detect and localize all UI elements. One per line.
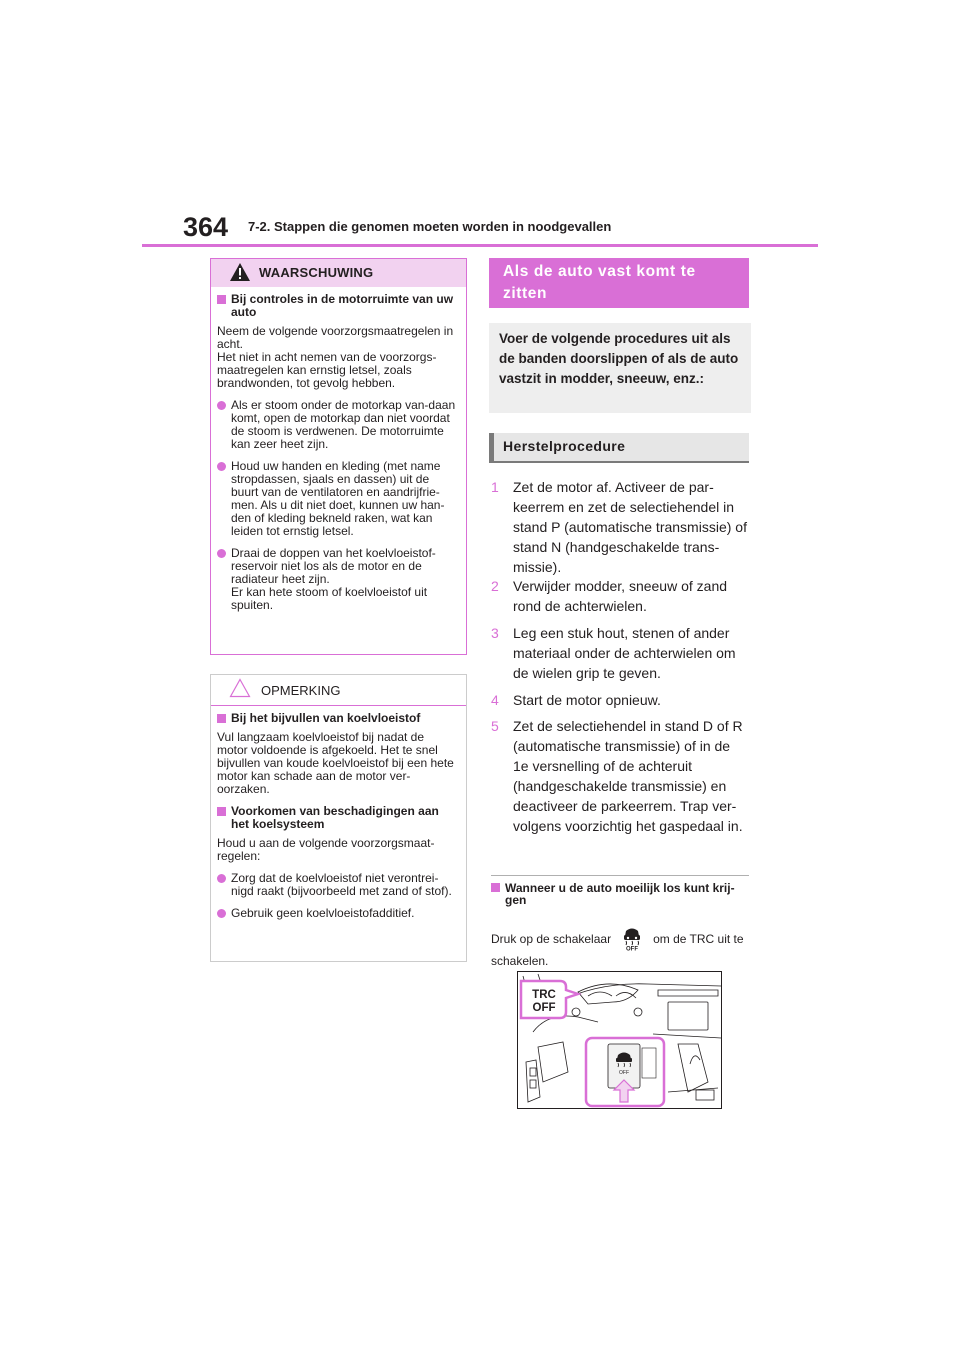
square-bullet-icon	[217, 295, 226, 304]
svg-text:OFF: OFF	[626, 946, 639, 951]
round-bullet-icon	[217, 874, 226, 883]
tip-text: Druk op de schakelaar OFF om de TRC uit te schakelen.	[491, 925, 749, 971]
warning-triangle-icon	[229, 262, 251, 282]
round-bullet-icon	[217, 401, 226, 410]
step-1	[491, 477, 749, 577]
tip-heading: Wanneer u de auto moeilijk los kunt krij-gen	[491, 882, 749, 906]
warning-bullet: Als er stoom onder de motorkap van-daan komt, open de motorkap dan niet voordat de stoom is verdwenen. De motorruimte kan zeer heet zijn.	[217, 399, 456, 451]
step-number: 3	[491, 625, 499, 641]
round-bullet-icon	[217, 909, 226, 918]
step-text: Verwijder modder, sneeuw of zand rond de achterwielen.	[513, 578, 728, 614]
section-heading-bar	[489, 258, 749, 308]
trc-off-switch-icon	[619, 925, 645, 951]
warning-subheading: Bij controles in de motorruimte van uw auto	[217, 293, 456, 319]
step-3	[491, 623, 749, 683]
notice-label: OPMERKING	[261, 683, 341, 698]
step-text: Leg een stuk hout, stenen of ander materiaal onder de achterwielen om de wielen grip te geven.	[513, 625, 736, 681]
notice-box	[210, 674, 467, 962]
warning-bullet: Draai de doppen van het koelvloeistof-reservoir niet los als de motor en de radiateur heet zijn. Er kan hete stoom of koelvloeistof uit spuiten.	[217, 547, 456, 612]
round-bullet-icon	[217, 462, 226, 471]
warning-intro-2: Het niet in acht nemen van de voorzorgs-maatregelen kan ernstig letsel, zoals brandwonden, tot gevolg hebben.	[217, 350, 437, 390]
warning-intro: Neem de volgende voorzorgsmaatregelen in acht.	[217, 324, 454, 351]
intro-text: Voer de volgende procedures uit als de banden doorslippen of als de auto vastzit in modder, sneeuw, enz.:	[499, 331, 739, 386]
subheading-bar	[489, 433, 749, 463]
notice-bullet: Gebruik geen koelvloeistofadditief.	[217, 907, 456, 920]
callout-trc-text: TRC	[532, 989, 556, 1001]
section-heading: Als de auto vast komt te zitten	[503, 263, 696, 302]
intro-box	[489, 323, 751, 413]
subheading: Herstelprocedure	[503, 438, 626, 454]
callout-off-text: OFF	[532, 1002, 556, 1014]
warning-bullet: Houd uw handen en kleding (met name stropdassen, sjaals en dassen) uit de buurt van de ventilatoren en aandrijfrie-men. Als u dit niet doet, kunnen uw han-den of kleding bekneld raken, wat kan leiden tot ernstig letsel.	[217, 460, 456, 538]
step-number: 2	[491, 578, 499, 594]
step-number: 4	[491, 692, 499, 708]
notice-text: Vul langzaam koelvloeistof bij nadat de motor voldoende is afgekoeld. Het te snel bijvullen van koude koelvloeistof bij een hete motor kan schade aan de motor ver-oorzaken.	[217, 730, 454, 796]
section-title: 7-2. Stappen die genomen moeten worden in noodgevallen	[248, 219, 612, 234]
square-bullet-icon	[491, 883, 500, 892]
step-text: Zet de motor af. Activeer de par-keerrem en zet de selectiehendel in stand P (automatische transmissie) of stand N (handgeschakelde trans-missie).	[513, 479, 747, 575]
step-number: 5	[491, 718, 499, 734]
step-2	[491, 576, 749, 616]
square-bullet-icon	[217, 714, 226, 723]
notice-header	[211, 675, 466, 706]
dashboard-illustration	[517, 971, 722, 1109]
dashboard-line-drawing	[518, 972, 721, 1108]
square-bullet-icon	[217, 807, 226, 816]
step-4	[491, 690, 749, 710]
notice-text: Houd u aan de volgende voorzorgsmaat-regelen:	[217, 836, 435, 863]
step-number: 1	[491, 479, 499, 495]
warning-body	[211, 287, 466, 612]
notice-bullet: Zorg dat de koelvloeistof niet verontrei-nigd raakt (bijvoorbeeld met zand of stof).	[217, 872, 456, 898]
notice-subheading: Voorkomen van beschadigingen aan het koelsysteem	[217, 805, 456, 831]
warning-header	[211, 259, 466, 287]
subheading-edge	[489, 433, 494, 461]
notice-subheading: Bij het bijvullen van koelvloeistof	[217, 712, 456, 725]
step-text: Zet de selectiehendel in stand D of R (automatische transmissie) of in de 1e versnelling of de achteruit (handgeschakelde transmissie) en deactiveer de parkeerrem. Trap ver-volgens voorzichtig het gaspedaal in.	[513, 718, 743, 834]
switch-off-text: OFF	[619, 1070, 629, 1076]
page-number: 364	[183, 212, 229, 242]
step-text: Start de motor opnieuw.	[513, 692, 661, 708]
warning-box	[210, 258, 467, 655]
header-rule	[142, 244, 818, 247]
round-bullet-icon	[217, 549, 226, 558]
step-5	[491, 716, 749, 836]
divider	[491, 875, 749, 876]
warning-label: WAARSCHUWING	[259, 265, 374, 280]
notice-body	[211, 706, 466, 920]
caution-triangle-icon	[229, 678, 251, 698]
